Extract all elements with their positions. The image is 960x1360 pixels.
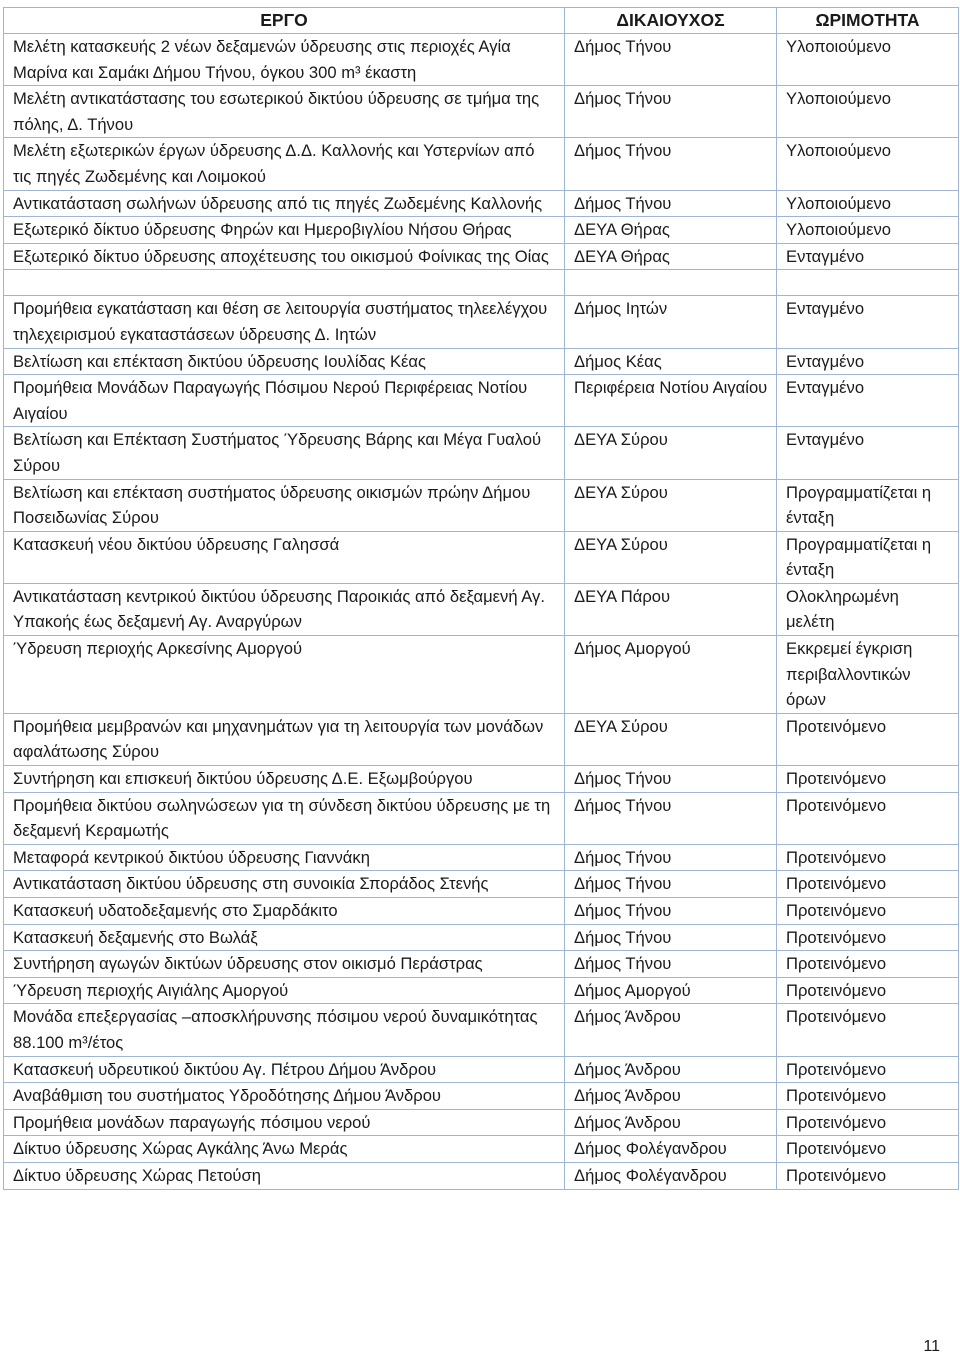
spacer-cell <box>4 270 565 296</box>
cell-beneficiary: Δήμος Ιητών <box>565 296 777 348</box>
cell-maturity: Προτεινόμενο <box>777 1136 959 1163</box>
cell-project: Ύδρευση περιοχής Αρκεσίνης Αμοργού <box>4 636 565 714</box>
cell-maturity: Εκκρεμεί έγκριση περιβαλλοντικών όρων <box>777 636 959 714</box>
table-row <box>4 766 959 793</box>
cell-beneficiary: Δήμος Αμοργού <box>565 977 777 1004</box>
cell-beneficiary: ΔΕΥΑ Σύρου <box>565 713 777 765</box>
table-row <box>4 531 959 583</box>
cell-project: Βελτίωση και Επέκταση Συστήματος Ύδρευσης Βάρης και Μέγα Γυαλού Σύρου <box>4 427 565 479</box>
spacer-cell <box>777 270 959 296</box>
cell-project: Κατασκευή δεξαμενής στο Βωλάξ <box>4 924 565 951</box>
cell-maturity: Υλοποιούμενο <box>777 138 959 190</box>
cell-project: Συντήρηση αγωγών δικτύων ύδρευσης στον οικισμό Περάστρας <box>4 951 565 978</box>
cell-project: Κατασκευή υδρευτικού δικτύου Αγ. Πέτρου Δήμου Άνδρου <box>4 1056 565 1083</box>
table-row <box>4 138 959 190</box>
cell-maturity: Προτεινόμενο <box>777 951 959 978</box>
table-row <box>4 1083 959 1110</box>
table-row <box>4 1162 959 1189</box>
header-beneficiary: ΔΙΚΑΙΟΥΧΟΣ <box>565 8 777 34</box>
table-row <box>4 583 959 635</box>
table-row <box>4 977 959 1004</box>
cell-beneficiary: Δήμος Φολέγανδρου <box>565 1136 777 1163</box>
cell-project: Μελέτη κατασκευής 2 νέων δεξαμενών ύδρευσης στις περιοχές Αγία Μαρίνα και Σαμάκι Δήμου Τήνου, όγκου 300 m³ έκαστη <box>4 34 565 86</box>
cell-beneficiary: Δήμος Τήνου <box>565 871 777 898</box>
cell-maturity: Υλοποιούμενο <box>777 34 959 86</box>
table-header-row <box>4 8 959 34</box>
cell-maturity: Προτεινόμενο <box>777 713 959 765</box>
cell-maturity: Υλοποιούμενο <box>777 86 959 138</box>
table-row <box>4 375 959 427</box>
cell-project: Προμήθεια μεμβρανών και μηχανημάτων για τη λειτουργία των μονάδων αφαλάτωσης Σύρου <box>4 713 565 765</box>
cell-beneficiary: Περιφέρεια Νοτίου Αιγαίου <box>565 375 777 427</box>
cell-maturity: Προτεινόμενο <box>777 844 959 871</box>
cell-beneficiary: ΔΕΥΑ Θήρας <box>565 217 777 244</box>
cell-beneficiary: Δήμος Τήνου <box>565 792 777 844</box>
cell-project: Βελτίωση και επέκταση συστήματος ύδρευσης οικισμών πρώην Δήμου Ποσειδωνίας Σύρου <box>4 479 565 531</box>
header-maturity: ΩΡΙΜΟΤΗΤΑ <box>777 8 959 34</box>
cell-project: Κατασκευή νέου δικτύου ύδρευσης Γαλησσά <box>4 531 565 583</box>
cell-beneficiary: Δήμος Κέας <box>565 348 777 375</box>
cell-beneficiary: Δήμος Τήνου <box>565 766 777 793</box>
cell-project: Αναβάθμιση του συστήματος Υδροδότησης Δήμου Άνδρου <box>4 1083 565 1110</box>
cell-beneficiary: ΔΕΥΑ Σύρου <box>565 479 777 531</box>
cell-maturity: Υλοποιούμενο <box>777 217 959 244</box>
table-row <box>4 898 959 925</box>
cell-maturity: Προτεινόμενο <box>777 1109 959 1136</box>
cell-project: Εξωτερικό δίκτυο ύδρευσης Φηρών και Ημεροβιγλίου Νήσου Θήρας <box>4 217 565 244</box>
cell-maturity: Προτεινόμενο <box>777 871 959 898</box>
table-row <box>4 243 959 270</box>
cell-beneficiary: ΔΕΥΑ Σύρου <box>565 531 777 583</box>
cell-project: Προμήθεια μονάδων παραγωγής πόσιμου νερού <box>4 1109 565 1136</box>
cell-beneficiary: Δήμος Άνδρου <box>565 1056 777 1083</box>
cell-project: Μελέτη αντικατάστασης του εσωτερικού δικτύου ύδρευσης σε τμήμα της πόλης, Δ. Τήνου <box>4 86 565 138</box>
cell-beneficiary: Δήμος Φολέγανδρου <box>565 1162 777 1189</box>
cell-beneficiary: Δήμος Τήνου <box>565 898 777 925</box>
cell-maturity: Προτεινόμενο <box>777 792 959 844</box>
cell-project: Προμήθεια Μονάδων Παραγωγής Πόσιμου Νερού Περιφέρειας Νοτίου Αιγαίου <box>4 375 565 427</box>
cell-project: Προμήθεια δικτύου σωληνώσεων για τη σύνδεση δικτύου ύδρευσης με τη δεξαμενή Κεραμωτής <box>4 792 565 844</box>
cell-beneficiary: Δήμος Τήνου <box>565 844 777 871</box>
table-row <box>4 924 959 951</box>
cell-project: Μελέτη εξωτερικών έργων ύδρευσης Δ.Δ. Καλλονής και Υστερνίων από τις πηγές Ζωδεμένης και Λοιμοκού <box>4 138 565 190</box>
cell-beneficiary: Δήμος Άνδρου <box>565 1083 777 1110</box>
cell-maturity: Ολοκληρωμένη μελέτη <box>777 583 959 635</box>
cell-maturity: Προτεινόμενο <box>777 924 959 951</box>
table-row <box>4 1004 959 1056</box>
cell-project: Δίκτυο ύδρευσης Χώρας Αγκάλης Άνω Μεράς <box>4 1136 565 1163</box>
table-row <box>4 792 959 844</box>
cell-beneficiary: ΔΕΥΑ Θήρας <box>565 243 777 270</box>
cell-maturity: Ενταγμένο <box>777 348 959 375</box>
spacer-cell <box>565 270 777 296</box>
cell-maturity: Προτεινόμενο <box>777 1083 959 1110</box>
cell-maturity: Προτεινόμενο <box>777 1004 959 1056</box>
cell-beneficiary: Δήμος Άνδρου <box>565 1004 777 1056</box>
table-row <box>4 844 959 871</box>
cell-maturity: Προτεινόμενο <box>777 1162 959 1189</box>
cell-beneficiary: Δήμος Τήνου <box>565 34 777 86</box>
projects-table <box>3 7 959 1190</box>
cell-project: Προμήθεια εγκατάσταση και θέση σε λειτουργία συστήματος τηλεελέγχου τηλεχειρισμού εγκαταστάσεων ύδρευσης Δ. Ιητών <box>4 296 565 348</box>
cell-maturity: Υλοποιούμενο <box>777 190 959 217</box>
table-row <box>4 86 959 138</box>
cell-maturity: Προγραμματίζεται η ένταξη <box>777 531 959 583</box>
cell-maturity: Προτεινόμενο <box>777 977 959 1004</box>
table-body <box>4 34 959 1190</box>
cell-beneficiary: ΔΕΥΑ Πάρου <box>565 583 777 635</box>
table-row <box>4 34 959 86</box>
cell-maturity: Προτεινόμενο <box>777 1056 959 1083</box>
cell-beneficiary: Δήμος Άνδρου <box>565 1109 777 1136</box>
cell-beneficiary: Δήμος Τήνου <box>565 86 777 138</box>
table-row <box>4 1109 959 1136</box>
table-row <box>4 427 959 479</box>
cell-beneficiary: Δήμος Τήνου <box>565 924 777 951</box>
table-row <box>4 636 959 714</box>
cell-project: Δίκτυο ύδρευσης Χώρας Πετούση <box>4 1162 565 1189</box>
cell-project: Συντήρηση και επισκευή δικτύου ύδρευσης Δ.Ε. Εξωμβούργου <box>4 766 565 793</box>
cell-maturity: Ενταγμένο <box>777 375 959 427</box>
cell-project: Μεταφορά κεντρικού δικτύου ύδρευσης Γιαννάκη <box>4 844 565 871</box>
table-spacer-row <box>4 270 959 296</box>
table-row <box>4 951 959 978</box>
cell-project: Βελτίωση και επέκταση δικτύου ύδρευσης Ιουλίδας Κέας <box>4 348 565 375</box>
cell-project: Εξωτερικό δίκτυο ύδρευσης αποχέτευσης του οικισμού Φοίνικας της Οίας <box>4 243 565 270</box>
cell-beneficiary: Δήμος Αμοργού <box>565 636 777 714</box>
table-row <box>4 348 959 375</box>
header-project: ΕΡΓΟ <box>4 8 565 34</box>
cell-beneficiary: Δήμος Τήνου <box>565 138 777 190</box>
table-row <box>4 217 959 244</box>
table-row <box>4 1056 959 1083</box>
cell-beneficiary: Δήμος Τήνου <box>565 951 777 978</box>
cell-project: Κατασκευή υδατοδεξαμενής στο Σμαρδάκιτο <box>4 898 565 925</box>
table-row <box>4 190 959 217</box>
cell-maturity: Προγραμματίζεται η ένταξη <box>777 479 959 531</box>
cell-project: Μονάδα επεξεργασίας –αποσκλήρυνσης πόσιμου νερού δυναμικότητας 88.100 m³/έτος <box>4 1004 565 1056</box>
cell-beneficiary: ΔΕΥΑ Σύρου <box>565 427 777 479</box>
table-row <box>4 479 959 531</box>
table-row <box>4 871 959 898</box>
cell-project: Αντικατάσταση κεντρικού δικτύου ύδρευσης Παροικιάς από δεξαμενή Αγ. Υπακοής έως δεξαμενή Αγ. Αναργύρων <box>4 583 565 635</box>
page-number: 11 <box>923 1338 940 1355</box>
table-row <box>4 296 959 348</box>
cell-maturity: Προτεινόμενο <box>777 898 959 925</box>
cell-project: Ύδρευση περιοχής Αιγιάλης Αμοργού <box>4 977 565 1004</box>
cell-project: Αντικατάσταση δικτύου ύδρευσης στη συνοικία Σποράδος Στενής <box>4 871 565 898</box>
cell-maturity: Προτεινόμενο <box>777 766 959 793</box>
table-row <box>4 1136 959 1163</box>
cell-project: Αντικατάσταση σωλήνων ύδρευσης από τις πηγές Ζωδεμένης Καλλονής <box>4 190 565 217</box>
cell-maturity: Ενταγμένο <box>777 296 959 348</box>
cell-maturity: Ενταγμένο <box>777 243 959 270</box>
cell-beneficiary: Δήμος Τήνου <box>565 190 777 217</box>
table-row <box>4 713 959 765</box>
cell-maturity: Ενταγμένο <box>777 427 959 479</box>
